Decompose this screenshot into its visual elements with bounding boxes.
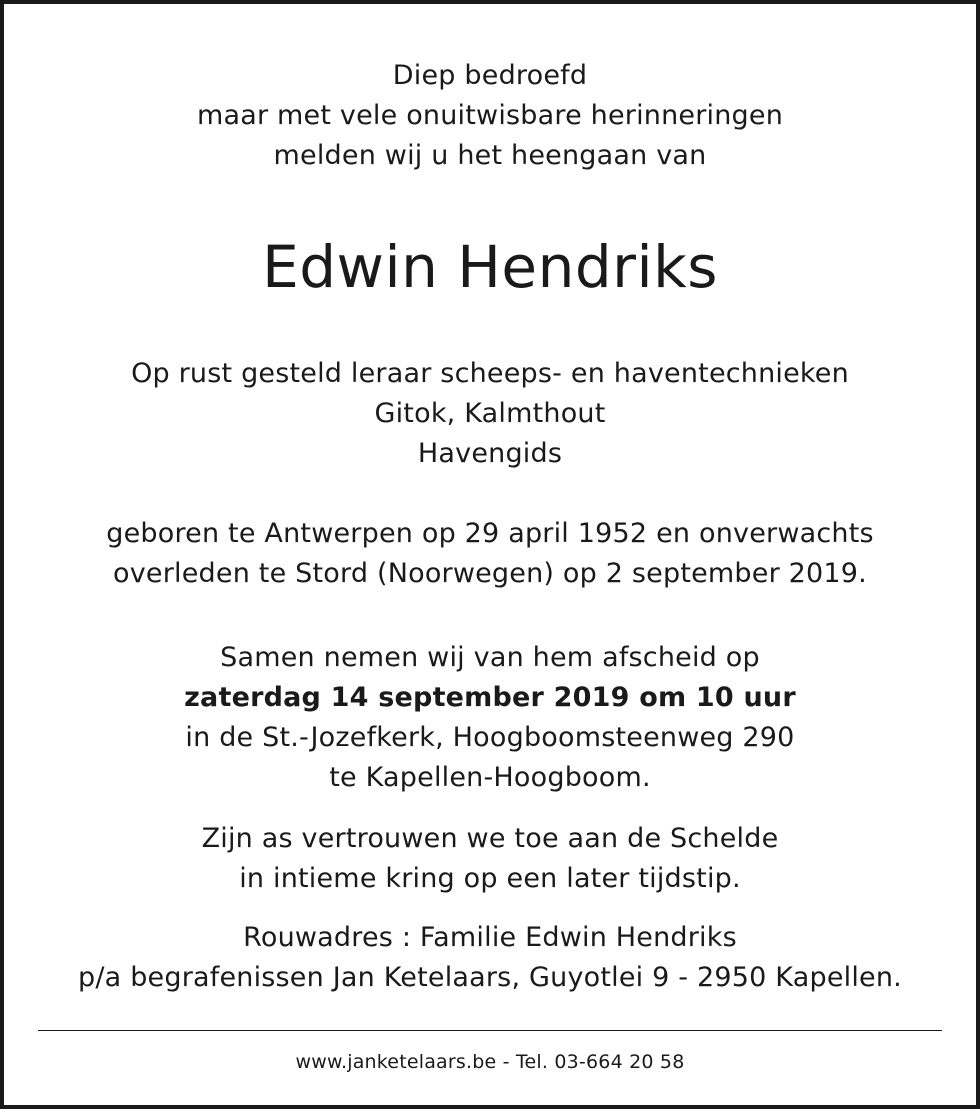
- footer-contact: www.janketelaars.be - Tel. 03-664 20 58: [295, 1051, 685, 1073]
- farewell-intro: Samen nemen wij van hem afscheid op: [220, 642, 760, 673]
- footer-divider: [38, 1030, 942, 1031]
- life-dates-line-2: overleden te Stord (Noorwegen) op 2 september 2019.: [113, 558, 867, 589]
- occupation-line-3: Havengids: [417, 438, 563, 469]
- occupation-line-1: Op rust gesteld leraar scheeps- en haventechnieken: [131, 358, 849, 389]
- farewell-date: zaterdag 14 september 2019 om 10 uur: [184, 682, 796, 713]
- farewell-town: te Kapellen-Hoogboom.: [329, 762, 651, 793]
- ashes-line-2: in intieme kring op een later tijdstip.: [239, 863, 741, 894]
- deceased-name: Edwin Hendriks: [262, 233, 718, 301]
- life-dates-line-1: geboren te Antwerpen op 29 april 1952 en onverwachts: [106, 518, 874, 549]
- intro-line-3: melden wij u het heengaan van: [273, 140, 707, 171]
- occupation-line-2: Gitok, Kalmthout: [374, 398, 606, 429]
- farewell-place: in de St.-Jozefkerk, Hoogboomsteenweg 290: [185, 722, 795, 753]
- ashes-line-1: Zijn as vertrouwen we toe aan de Schelde: [201, 823, 779, 854]
- intro-line-1: Diep bedroefd: [392, 60, 588, 91]
- address-line-1: Rouwadres : Familie Edwin Hendriks: [243, 922, 737, 953]
- intro-line-2: maar met vele onuitwisbare herinneringen: [196, 100, 784, 131]
- address-line-2: p/a begrafenissen Jan Ketelaars, Guyotlei 9 - 2950 Kapellen.: [78, 962, 902, 993]
